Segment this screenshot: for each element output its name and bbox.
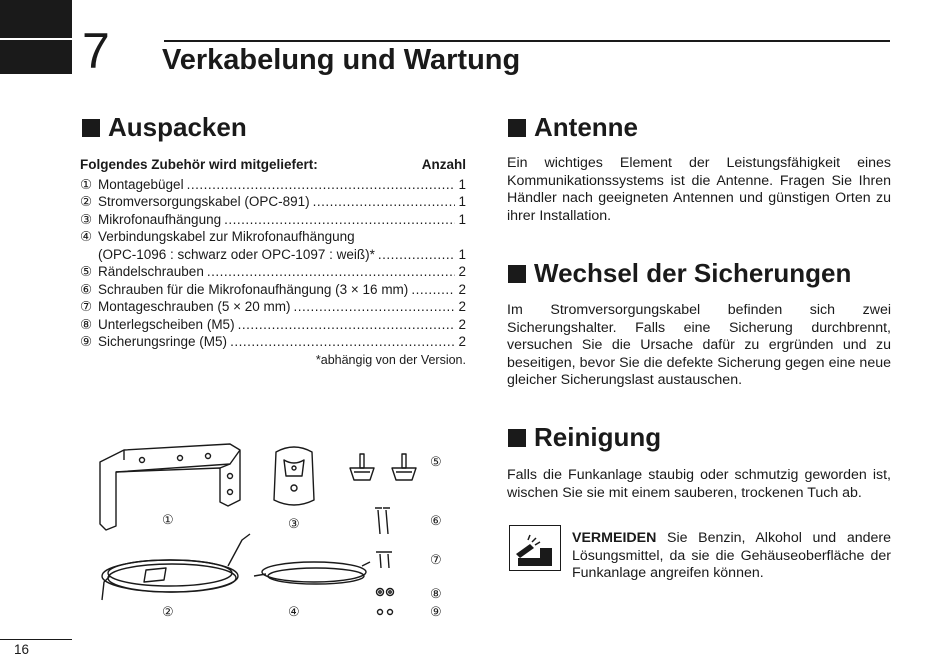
item-number: ⑦ (80, 299, 93, 314)
power-cable-icon (102, 534, 250, 600)
dot-leader (378, 246, 456, 264)
accessory-header-qty: Anzahl (421, 157, 466, 172)
item-name: Montagebügel (98, 176, 184, 192)
mounting-screws-icon (376, 552, 392, 568)
item-name: Sicherungsringe (M5) (98, 334, 228, 349)
list-item (80, 298, 466, 316)
item-name: Montageschrauben (5 × 20 mm) (98, 299, 291, 314)
accessories-illustration (80, 430, 480, 630)
item-name: Mikrofonaufhängung (98, 211, 222, 227)
item-name: Rändelschrauben (98, 264, 204, 279)
figure-label-2: ② (162, 604, 174, 619)
section-title-auspacken (82, 112, 247, 143)
list-item (80, 211, 466, 229)
section-title-text: Reinigung (534, 422, 662, 452)
dot-leader (207, 263, 456, 281)
figure-label-8: ⑧ (430, 586, 442, 601)
page-number-rule (0, 639, 72, 640)
dot-leader (411, 281, 455, 299)
item-qty: 1 (458, 194, 466, 209)
dot-leader (238, 316, 456, 334)
item-name: Verbindungskabel zur Mikrofonaufhängung (98, 229, 355, 244)
item-number: ⑤ (80, 264, 93, 279)
list-item-continued (80, 246, 466, 264)
section-square-icon (508, 119, 526, 137)
section-title-text: Antenne (534, 112, 638, 142)
item-number: ④ (80, 229, 93, 244)
reinigung-text: Falls die Funkanlage staubig oder schmutzig geworden ist, wischen Sie sie mit einem sauberen, trockenen Tuch ab. (507, 467, 891, 501)
item-number: ③ (80, 211, 93, 227)
item-qty: 1 (458, 211, 466, 227)
dot-leader (293, 298, 455, 316)
no-solvent-icon (509, 525, 561, 571)
item-name: Unterlegscheiben (M5) (98, 316, 235, 332)
figure-label-7: ⑦ (430, 552, 442, 567)
mic-hanger-icon (274, 447, 314, 505)
warning-strong: VERMEIDEN (572, 530, 657, 546)
antenne-text: Ein wichtiges Element der Leistungsfähigkeit eines Kommunikationssystems ist die Antenne. Fragen Sie Ihren Händler nach geeigneten Antennen und günstigen Orten zu ihrer Installation. (507, 155, 891, 224)
item-name-line2: (OPC-1096 : schwarz oder OPC-1097 : weiß)* (98, 246, 375, 262)
figure-label-6: ⑥ (430, 513, 442, 528)
hanger-screws-icon (375, 508, 390, 534)
list-item (80, 176, 466, 194)
chapter-title: Verkabelung und Wartung (162, 44, 521, 76)
section-square-icon (508, 265, 526, 283)
item-number: ⑧ (80, 316, 93, 332)
section-square-icon (508, 429, 526, 447)
item-number: ② (80, 194, 93, 209)
item-qty: 2 (458, 281, 466, 297)
figure-label-1: ① (162, 512, 174, 527)
figure-label-3: ③ (288, 516, 300, 531)
item-number: ① (80, 176, 93, 192)
list-item (80, 193, 466, 211)
list-item (80, 228, 466, 246)
dot-leader (187, 176, 456, 194)
chapter-tab (0, 0, 72, 74)
warning-body: Sie Benzin, Alkohol und andere Lösungsmittel, da sie die Gehäuseoberfläche der Funkanlage angreifen können. (572, 530, 891, 581)
item-qty: 1 (458, 246, 466, 262)
dot-leader (224, 211, 455, 229)
accessory-list (80, 156, 466, 369)
thumb-screws-icon (350, 454, 416, 480)
section-title-text: Auspacken (108, 112, 247, 142)
section-title-reinigung (508, 422, 661, 453)
item-number: ⑥ (80, 281, 93, 297)
item-qty: 2 (458, 299, 466, 314)
sicherungen-text: Im Stromversorgungskabel befinden sich zwei Sicherungshalter. Falls eine Sicherung durchbrennt, versuchen Sie die Ursache dafür zu ergründen und zu beseitigen, bevor Sie die defekte Sicherung gegen eine neue gleicher Sicherungslast austauschen. (507, 302, 891, 388)
list-item (80, 281, 466, 299)
item-qty: 2 (458, 334, 466, 349)
list-item (80, 316, 466, 334)
washers-icon (377, 589, 394, 596)
accessory-list-header (80, 156, 466, 174)
accessory-header-label: Folgendes Zubehör wird mitgeliefert: (80, 157, 318, 172)
dot-leader (313, 193, 456, 211)
spring-washers-icon (378, 610, 393, 615)
warning-text (572, 530, 891, 583)
chapter-tab-stripe (0, 38, 72, 40)
list-item (80, 263, 466, 281)
figure-label-5: ⑤ (430, 454, 442, 469)
item-name: Stromversorgungskabel (OPC-891) (98, 194, 310, 209)
section-title-text: Wechsel der Sicherungen (534, 258, 852, 288)
figure-label-9: ⑨ (430, 604, 442, 619)
title-rule (164, 40, 890, 42)
connection-cable-icon (254, 562, 370, 584)
footnote: *abhängig von der Version. (315, 352, 466, 367)
dot-leader (230, 333, 455, 351)
section-title-antenne (508, 112, 638, 143)
chapter-number: 7 (82, 23, 110, 79)
item-name: Schrauben für die Mikrofonaufhängung (3 × 16 mm) (98, 281, 409, 297)
item-qty: 2 (458, 264, 466, 279)
section-square-icon (82, 119, 100, 137)
list-item (80, 333, 466, 351)
figure-label-4: ④ (288, 604, 300, 619)
item-number: ⑨ (80, 334, 93, 349)
page-number: 16 (14, 642, 30, 657)
item-qty: 2 (458, 316, 466, 332)
section-title-sicherungen (508, 258, 851, 289)
item-qty: 1 (458, 176, 466, 192)
